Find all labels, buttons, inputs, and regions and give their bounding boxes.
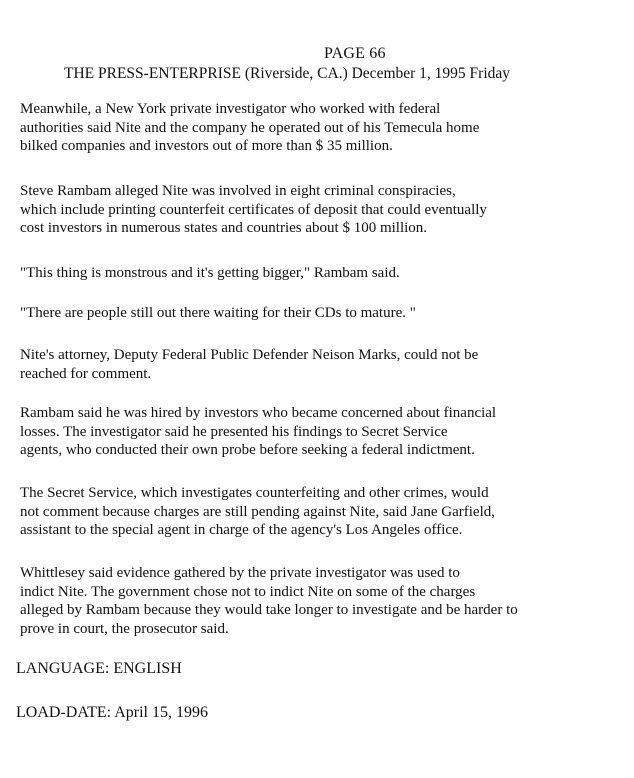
paragraph-3 <box>20 264 610 283</box>
paragraph-line: Nite's attorney, Deputy Federal Public Defender Neison Marks, could not be <box>20 347 479 363</box>
paragraph-line: Meanwhile, a New York private investigator who worked with federal <box>20 101 441 117</box>
paragraph-line: not comment because charges are still pending against Nite, said Jane Garfield, <box>20 503 495 520</box>
paragraph-7 <box>20 484 610 540</box>
paragraph-line: cost investors in numerous states and countries about $ 100 million. <box>20 220 428 236</box>
paragraph-line: authorities said Nite and the company he operated out of his Temecula home <box>20 119 480 136</box>
paragraph-line: alleged by Rambam because they would take longer to investigate and be harder to <box>20 602 518 618</box>
paragraph-line: assistant to the special agent in charge of the agency's Los Angeles office. <box>20 522 463 538</box>
publication-line: THE PRESS-ENTERPRISE (Riverside, CA.) December 1, 1995 Friday <box>64 65 511 82</box>
paragraph-line: losses. The investigator said he presented his findings to Secret Service <box>20 423 448 440</box>
page-number: PAGE 66 <box>324 45 386 62</box>
paragraph-1 <box>20 100 610 156</box>
paragraph-line: which include printing counterfeit certificates of deposit that could eventually <box>20 201 487 218</box>
paragraph-5 <box>20 346 610 383</box>
paragraph-line: Whittlesey said evidence gathered by the private investigator was used to <box>20 565 460 581</box>
paragraph-line: agents, who conducted their own probe before seeking a federal indictment. <box>20 442 475 458</box>
paragraph-line: indict Nite. The government chose not to indict Nite on some of the charges <box>20 583 476 600</box>
paragraph-line: "There are people still out there waiting for their CDs to mature. " <box>20 305 416 321</box>
paragraph-4 <box>20 304 610 323</box>
paragraph-6 <box>20 404 610 460</box>
paragraph-line: The Secret Service, which investigates counterfeiting and other crimes, would <box>20 485 489 501</box>
paragraph-line: bilked companies and investors out of more than $ 35 million. <box>20 138 393 154</box>
paragraph-2 <box>20 182 610 238</box>
language-line: LANGUAGE: ENGLISH <box>16 660 182 677</box>
paragraph-8 <box>20 564 610 638</box>
paragraph-line: prove in court, the prosecutor said. <box>20 620 229 637</box>
paragraph-line: Steve Rambam alleged Nite was involved in eight criminal conspiracies, <box>20 183 456 199</box>
paragraph-line: reached for comment. <box>20 365 152 382</box>
load-date-line: LOAD-DATE: April 15, 1996 <box>16 704 208 721</box>
paragraph-line: "This thing is monstrous and it's getting bigger," Rambam said. <box>20 265 400 281</box>
paragraph-line: Rambam said he was hired by investors who became concerned about financial <box>20 405 497 421</box>
